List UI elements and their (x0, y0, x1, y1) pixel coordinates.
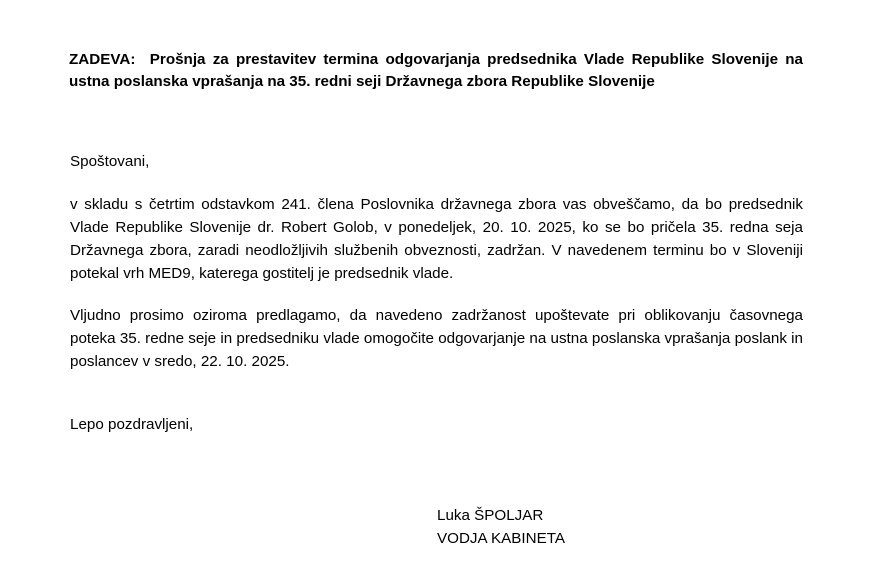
closing: Lepo pozdravljeni, (70, 416, 194, 433)
body-paragraph-2: Vljudno prosimo oziroma predlagamo, da navedeno zadržanost upoštevate pri oblikovanju časovnega poteka 35. redne seje in predsedniku vlade omogočite odgovarjanje na ustna poslanska vprašanja poslank in poslancev v sredo, 22. 10. 2025. (70, 307, 803, 370)
subject-label: ZADEVA: (69, 51, 136, 68)
subject-line (69, 49, 803, 93)
signatory-title: VODJA KABINETA (437, 530, 566, 547)
signatory-name: Luka ŠPOLJAR (437, 507, 544, 524)
body-paragraph-1: v skladu s četrtim odstavkom 241. člena Poslovnika državnega zbora vas obveščamo, da bo predsednik Vlade Republike Slovenije dr. Robert Golob, v ponedeljek, 20. 10. 2025, ko se bo pričela 35. redna seja Državnega zbora, zaradi neodložljivih službenih obveznosti, zadržan. V navedenem terminu bo v Sloveniji potekal vrh MED9, katerega gostitelj je predsednik vlade. (70, 196, 803, 282)
subject-text: Prošnja za prestavitev termina odgovarjanja predsednika Vlade Republike Slovenije na ustna poslanska vprašanja na 35. redni seji Državnega zbora Republike Slovenije (69, 51, 803, 90)
salutation: Spoštovani, (70, 153, 150, 170)
signature-block (437, 504, 565, 550)
